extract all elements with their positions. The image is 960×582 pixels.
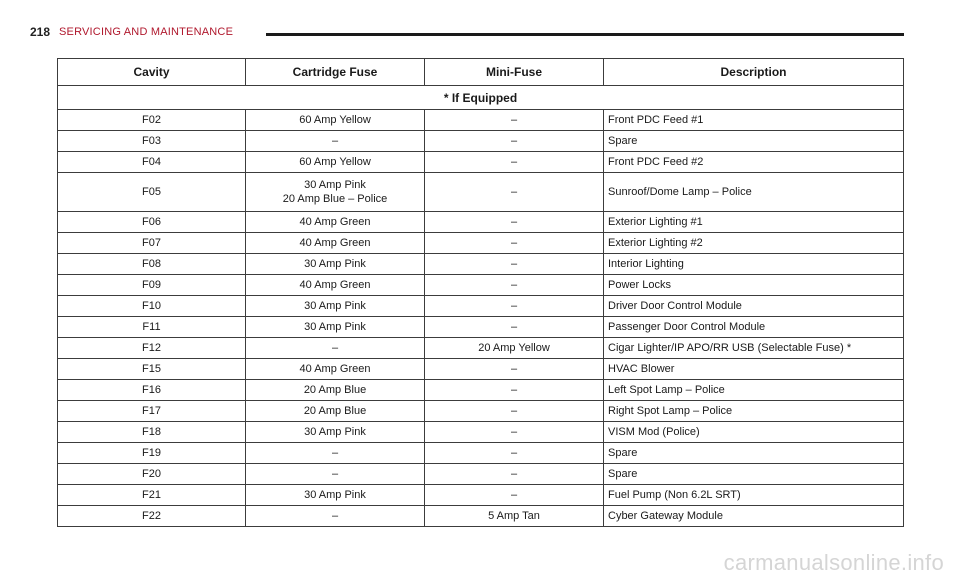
column-header-cartridge-fuse: Cartridge Fuse [246,59,425,86]
cavity-cell: F03 [58,131,246,152]
description-cell: Left Spot Lamp – Police [604,380,904,401]
cavity-cell: F20 [58,464,246,485]
page-header [30,24,904,44]
table-row [58,464,904,485]
cavity-cell: F10 [58,296,246,317]
cartridge-fuse-cell [246,173,425,212]
mini-fuse-cell: – [425,212,604,233]
cavity-cell: F21 [58,485,246,506]
table-row [58,317,904,338]
cavity-cell: F11 [58,317,246,338]
table-row [58,173,904,212]
table-row [58,506,904,527]
cartridge-fuse-cell [246,464,425,485]
cavity-cell: F19 [58,443,246,464]
table-row [58,422,904,443]
cartridge-fuse-line: 30 Amp Pink [304,426,366,438]
table-row [58,233,904,254]
cartridge-fuse-line: 30 Amp Pink [304,179,366,191]
cartridge-fuse-cell [246,110,425,131]
cartridge-fuse-cell [246,254,425,275]
cartridge-fuse-line: – [331,510,339,522]
mini-fuse-cell: – [425,359,604,380]
description-cell: Spare [604,464,904,485]
cartridge-fuse-line: 20 Amp Blue [303,405,367,417]
table-row [58,131,904,152]
watermark: carmanualsonline.info [723,550,944,575]
description-cell: Passenger Door Control Module [604,317,904,338]
cartridge-fuse-line: 40 Amp Green [299,237,371,249]
cartridge-fuse-line: 40 Amp Green [299,279,371,291]
cartridge-fuse-line: – [331,342,339,354]
table-row [58,254,904,275]
description-cell: Interior Lighting [604,254,904,275]
mini-fuse-cell: – [425,422,604,443]
mini-fuse-cell: – [425,443,604,464]
cavity-cell: F07 [58,233,246,254]
cartridge-fuse-cell [246,443,425,464]
mini-fuse-cell: – [425,380,604,401]
mini-fuse-cell: – [425,110,604,131]
header-rule [266,33,904,36]
cartridge-fuse-line: 30 Amp Pink [304,489,366,501]
description-cell: Power Locks [604,275,904,296]
cartridge-fuse-line: 30 Amp Pink [304,321,366,333]
mini-fuse-cell: – [425,485,604,506]
if-equipped-note: * If Equipped [58,86,904,110]
cavity-cell: F06 [58,212,246,233]
column-header-mini-fuse: Mini-Fuse [425,59,604,86]
description-cell: Front PDC Feed #1 [604,110,904,131]
cavity-cell: F16 [58,380,246,401]
cartridge-fuse-cell [246,131,425,152]
mini-fuse-cell: – [425,131,604,152]
cartridge-fuse-line: – [331,135,339,147]
table-header-row [58,59,904,86]
table-row [58,359,904,380]
cartridge-fuse-line: 20 Amp Blue – Police [282,193,388,205]
table-row [58,401,904,422]
description-cell: Cigar Lighter/IP APO/RR USB (Selectable Fuse) * [604,338,904,359]
cavity-cell: F12 [58,338,246,359]
cartridge-fuse-cell [246,422,425,443]
cartridge-fuse-line: 20 Amp Blue [303,384,367,396]
column-header-description: Description [604,59,904,86]
table-row [58,152,904,173]
cartridge-fuse-line: 30 Amp Pink [304,300,366,312]
cartridge-fuse-cell [246,506,425,527]
cavity-cell: F15 [58,359,246,380]
mini-fuse-cell: – [425,152,604,173]
table-row [58,443,904,464]
description-cell: Spare [604,131,904,152]
table-row [58,212,904,233]
mini-fuse-cell: – [425,173,604,212]
fuse-table [57,58,904,527]
page-number: 218 [30,25,51,39]
mini-fuse-cell: – [425,254,604,275]
mini-fuse-cell: – [425,401,604,422]
cartridge-fuse-cell [246,275,425,296]
mini-fuse-cell: – [425,233,604,254]
cartridge-fuse-cell [246,233,425,254]
cartridge-fuse-cell [246,152,425,173]
cavity-cell: F04 [58,152,246,173]
description-cell: HVAC Blower [604,359,904,380]
mini-fuse-cell: – [425,275,604,296]
mini-fuse-cell: 20 Amp Yellow [425,338,604,359]
cartridge-fuse-cell [246,485,425,506]
cavity-cell: F22 [58,506,246,527]
cavity-cell: F02 [58,110,246,131]
description-cell: Front PDC Feed #2 [604,152,904,173]
table-row [58,296,904,317]
description-cell: Exterior Lighting #1 [604,212,904,233]
cartridge-fuse-line: – [331,447,339,459]
if-equipped-row [58,86,904,110]
description-cell: Driver Door Control Module [604,296,904,317]
table-row [58,380,904,401]
table-row [58,485,904,506]
table-row [58,338,904,359]
description-cell: Spare [604,443,904,464]
cavity-cell: F05 [58,173,246,212]
cavity-cell: F17 [58,401,246,422]
cartridge-fuse-cell [246,380,425,401]
cartridge-fuse-cell [246,359,425,380]
cartridge-fuse-cell [246,317,425,338]
mini-fuse-cell: – [425,317,604,338]
table-row [58,275,904,296]
mini-fuse-cell: – [425,464,604,485]
description-cell: Cyber Gateway Module [604,506,904,527]
description-cell: Fuel Pump (Non 6.2L SRT) [604,485,904,506]
table-row [58,110,904,131]
table-body [58,86,904,527]
mini-fuse-cell: – [425,296,604,317]
cavity-cell: F18 [58,422,246,443]
cartridge-fuse-cell [246,401,425,422]
cavity-cell: F09 [58,275,246,296]
cavity-cell: F08 [58,254,246,275]
cartridge-fuse-cell [246,338,425,359]
cartridge-fuse-line: 40 Amp Green [299,216,371,228]
description-cell: Sunroof/Dome Lamp – Police [604,173,904,212]
section-title: SERVICING AND MAINTENANCE [59,26,234,38]
description-cell: Right Spot Lamp – Police [604,401,904,422]
cartridge-fuse-line: 40 Amp Green [299,363,371,375]
description-cell: Exterior Lighting #2 [604,233,904,254]
cartridge-fuse-line: 60 Amp Yellow [299,114,371,126]
cartridge-fuse-line: 60 Amp Yellow [299,156,371,168]
column-header-cavity: Cavity [58,59,246,86]
cartridge-fuse-line: 30 Amp Pink [304,258,366,270]
cartridge-fuse-line: – [331,468,339,480]
cartridge-fuse-cell [246,212,425,233]
cartridge-fuse-cell [246,296,425,317]
mini-fuse-cell: 5 Amp Tan [425,506,604,527]
description-cell: VISM Mod (Police) [604,422,904,443]
